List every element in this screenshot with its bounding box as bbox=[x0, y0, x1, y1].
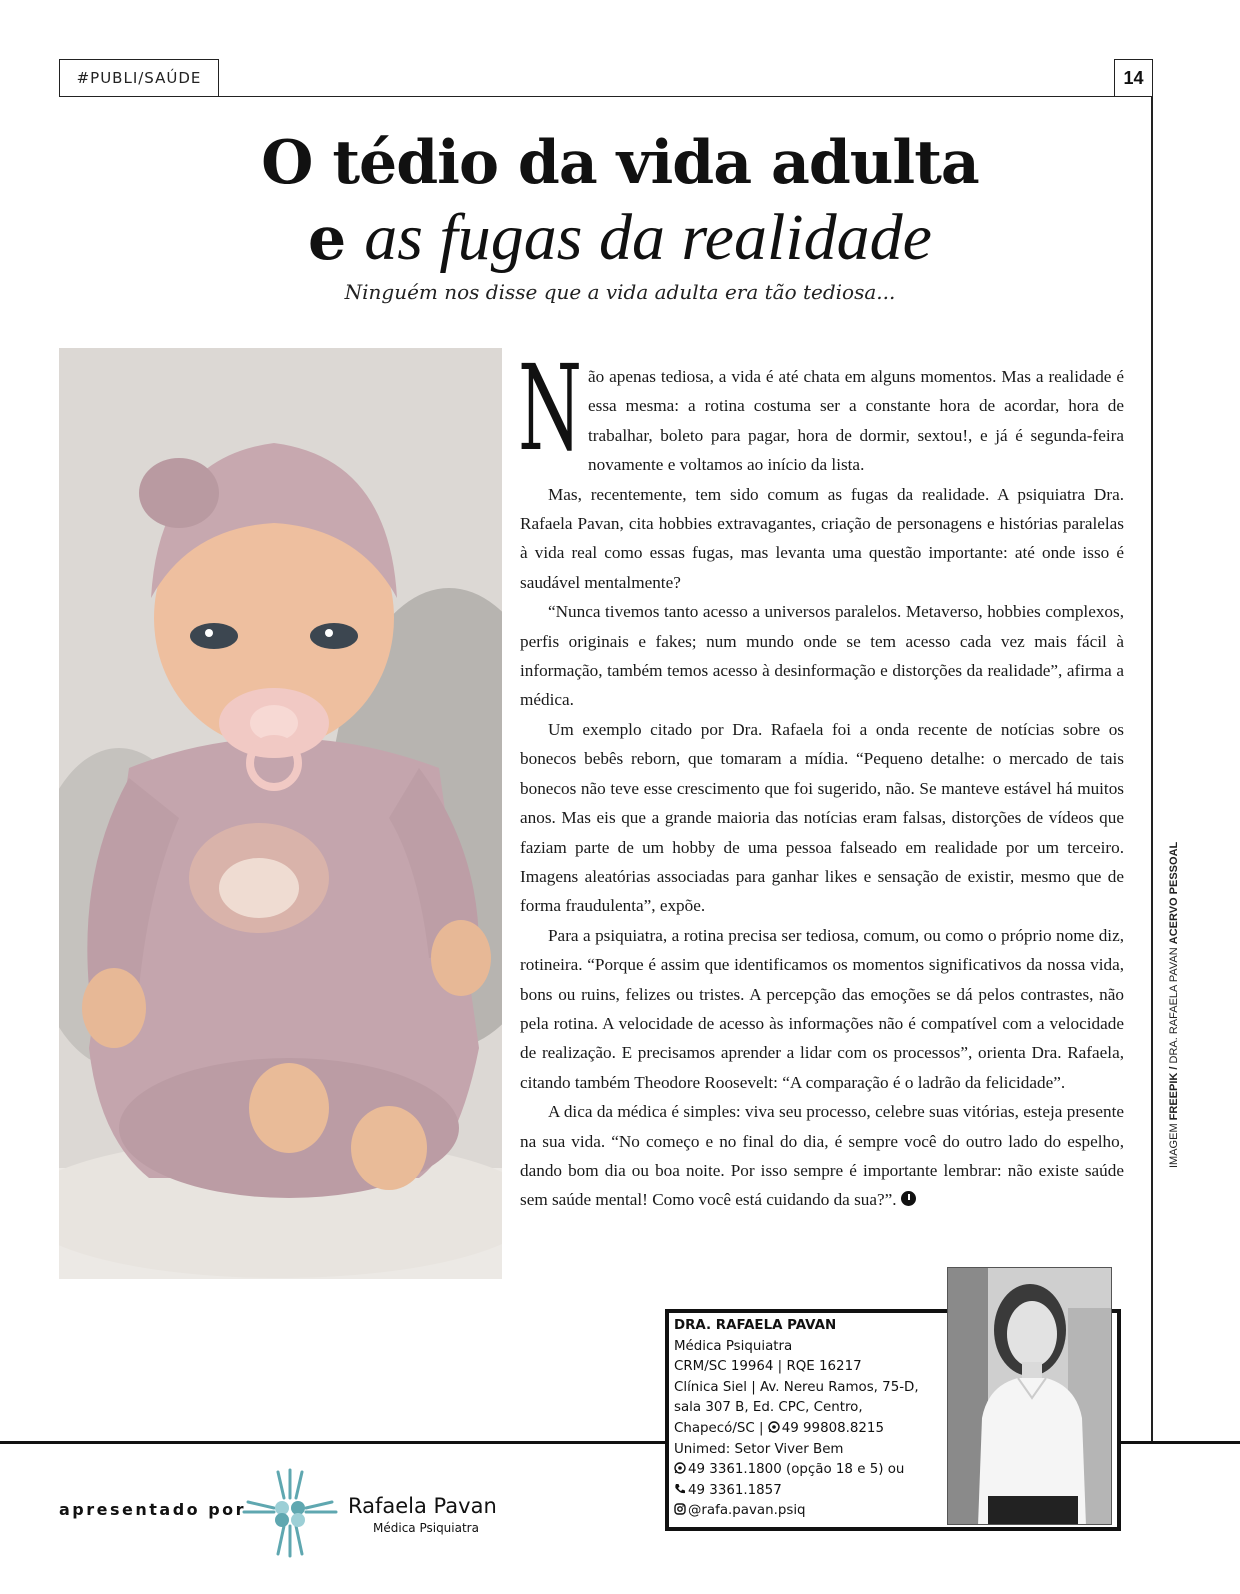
end-of-article-icon bbox=[901, 1191, 916, 1206]
paragraph-text: A dica da médica é simples: viva seu processo, celebre suas vitórias, esteja presente na sua vida. “No começo e no final do dia, é sempre você do outro lado do espelho, dando bom dia ou boa noite. Por isso sempre é importante lembrar: não existe saúde sem saúde mental! Como você está cuidando da sua?”. bbox=[520, 1102, 1124, 1210]
contact-city: Chapecó/SC | bbox=[674, 1420, 764, 1436]
contact-whatsapp-2[interactable]: 49 3361.1800 (opção 18 e 5) ou bbox=[688, 1462, 905, 1478]
doll-photo bbox=[59, 348, 502, 1279]
contact-info bbox=[674, 1316, 954, 1522]
headline-lead-word: e bbox=[308, 204, 347, 274]
headline-line-2 bbox=[0, 200, 1240, 276]
whatsapp-icon bbox=[768, 1421, 780, 1433]
article-paragraph bbox=[520, 1097, 1124, 1215]
doll-illustration bbox=[59, 348, 502, 1279]
brand-role: Médica Psiquiatra bbox=[373, 1521, 479, 1535]
instagram-icon bbox=[674, 1503, 686, 1515]
header-rule bbox=[219, 96, 1153, 97]
contact-address-2: sala 307 B, Ed. CPC, Centro, bbox=[674, 1400, 863, 1416]
section-tag: #PUBLI/SAÚDE bbox=[59, 59, 219, 97]
contact-registry: CRM/SC 19964 | RQE 16217 bbox=[674, 1359, 862, 1375]
page-number: 14 bbox=[1114, 59, 1153, 97]
headline-line-1: O tédio da vida adulta bbox=[261, 128, 979, 198]
credit-prefix: IMAGEM bbox=[1168, 1120, 1180, 1168]
contact-address-1: Clínica Siel | Av. Nereu Ramos, 75-D, bbox=[674, 1379, 919, 1395]
contact-whatsapp-1[interactable]: 49 99808.8215 bbox=[781, 1420, 884, 1436]
contact-unimed: Unimed: Setor Viver Bem bbox=[674, 1441, 844, 1457]
credit-source-1: FREEPIK bbox=[1168, 1072, 1180, 1121]
subtitle: Ninguém nos disse que a vida adulta era tão tediosa... bbox=[344, 280, 896, 304]
contact-whatsapp-line bbox=[674, 1460, 954, 1481]
contact-phone[interactable]: 49 3361.1857 bbox=[688, 1482, 782, 1498]
headline-italic: as fugas da realidade bbox=[364, 201, 932, 274]
presented-by-label: apresentado por bbox=[59, 1500, 247, 1519]
article-paragraph: Um exemplo citado por Dra. Rafaela foi a onda recente de notícias sobre os bonecos bebês reborn, que tomaram a mídia. “Pequeno detalhe: o mercado de tais bonecos não teve esse crescimento que foi sugerido, não. Se manteve estável há muitos anos. Mas eis que a grande maioria das notícias eram falsas, distorções de vídeos que faziam parte de um hobby de uma pessoa falseado em realidade por um terceiro. Imagens aleatórias associadas para ganhar likes e sensação de existir, mesmo que de forma fraudulenta”, expõe. bbox=[520, 719, 1124, 916]
contact-instagram[interactable]: @rafa.pavan.psiq bbox=[688, 1503, 806, 1519]
drop-cap: N bbox=[518, 339, 583, 477]
credit-source-2: ACERVO PESSOAL bbox=[1168, 841, 1180, 945]
article-paragraph: Mas, recentemente, tem sido comum as fugas da realidade. A psiquiatra Dra. Rafaela Pavan, cita hobbies extravagantes, criação de personagens e histórias paralelas à vida real como essas fugas, mas levanta uma questão importante: até onde isso é saudável mentalmente? bbox=[520, 484, 1124, 592]
photo-credit bbox=[1168, 838, 1184, 1168]
doctor-portrait bbox=[947, 1267, 1112, 1525]
contact-role: Médica Psiquiatra bbox=[674, 1338, 793, 1354]
credit-separator: / bbox=[1168, 1063, 1180, 1073]
credit-person: DRA. RAFAELA PAVAN bbox=[1168, 944, 1180, 1064]
contact-name: DRA. RAFAELA PAVAN bbox=[674, 1318, 837, 1333]
portrait-illustration bbox=[948, 1268, 1112, 1525]
article-body bbox=[518, 339, 1124, 1215]
contact-phone-line bbox=[674, 1481, 954, 1502]
brand-name: Rafaela Pavan bbox=[348, 1494, 497, 1518]
contact-city-line bbox=[674, 1419, 954, 1440]
article-paragraph bbox=[518, 339, 1124, 480]
article-paragraph: “Nunca tivemos tanto acesso a universos paralelos. Metaverso, hobbies complexos, perfis originais e fakes; num mundo onde se tem acesso cada vez mais fácil à informação, também temos acesso à desinformação e distorções da realidade”, afirma a médica. bbox=[520, 602, 1124, 710]
whatsapp-icon bbox=[674, 1462, 686, 1474]
phone-icon bbox=[674, 1483, 686, 1495]
article-paragraph: Para a psiquiatra, a rotina precisa ser tediosa, comum, ou como o próprio nome diz, rotineira. “Porque é assim que identificamos os momentos significativos da nossa vida, bons ou ruins, felizes ou tristes. A percepção das emoções se dá pelos contrastes, não pela rotina. A velocidade de acesso às informações não é compatível com a velocidade de realização. E precisamos aprender a lidar com os processos”, orienta Dra. Rafaela, citando também Theodore Roosevelt: “A comparação é o ladrão da felicidade”. bbox=[520, 925, 1124, 1092]
brand-logo-icon bbox=[240, 1462, 340, 1562]
paragraph-text: ão apenas tediosa, a vida é até chata em alguns momentos. Mas a realidade é essa mesma: a rotina costuma ser a constante hora de acordar, hora de trabalhar, boleto para pagar, hora de dormir, sextou!, e já é segunda-feira novamente e voltamos ao início da lista. bbox=[588, 367, 1124, 475]
contact-instagram-line bbox=[674, 1501, 954, 1522]
